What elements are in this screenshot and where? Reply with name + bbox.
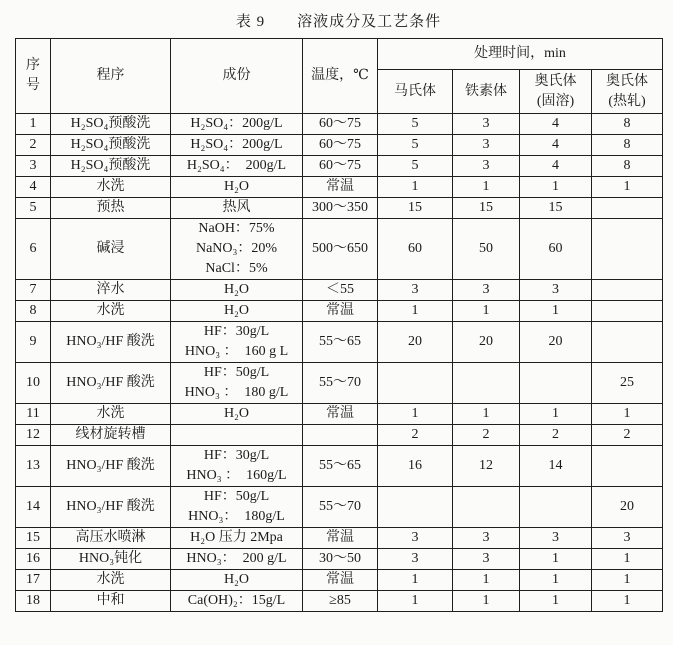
table-row	[16, 591, 663, 612]
cell-time-ferrite: 20	[453, 322, 520, 363]
cell-procedure: 水洗	[51, 301, 171, 322]
cell-time-austenite-solid-solution: 4	[520, 156, 592, 177]
cell-temperature: 60～75	[303, 156, 378, 177]
table-row	[16, 198, 663, 219]
cell-time-austenite-solid-solution: 60	[520, 219, 592, 280]
cell-serial-no: 5	[16, 198, 51, 219]
cell-time-austenite-solid-solution: 15	[520, 198, 592, 219]
cell-time-austenite-solid-solution	[520, 487, 592, 528]
cell-time-austenite-solid-solution: 4	[520, 114, 592, 135]
cell-composition: H₂SO₄： 200g/L	[171, 156, 303, 177]
cell-time-austenite-hot-rolled: 3	[592, 528, 663, 549]
cell-temperature: 55～70	[303, 487, 378, 528]
cell-serial-no: 18	[16, 591, 51, 612]
cell-serial-no: 11	[16, 404, 51, 425]
cell-procedure: 中和	[51, 591, 171, 612]
cell-time-martensite: 3	[378, 280, 453, 301]
cell-serial-no: 15	[16, 528, 51, 549]
cell-temperature: 55～65	[303, 446, 378, 487]
cell-temperature: 常温	[303, 177, 378, 198]
cell-procedure: HNO₃钝化	[51, 549, 171, 570]
cell-time-austenite-solid-solution: 4	[520, 135, 592, 156]
cell-time-austenite-solid-solution: 3	[520, 528, 592, 549]
cell-time-austenite-hot-rolled: 1	[592, 404, 663, 425]
cell-time-ferrite: 2	[453, 425, 520, 446]
cell-time-ferrite: 3	[453, 528, 520, 549]
cell-temperature: 60～75	[303, 135, 378, 156]
cell-time-ferrite: 3	[453, 280, 520, 301]
cell-time-martensite: 1	[378, 177, 453, 198]
cell-time-ferrite: 12	[453, 446, 520, 487]
cell-time-ferrite: 1	[453, 301, 520, 322]
cell-time-ferrite: 3	[453, 114, 520, 135]
cell-serial-no: 17	[16, 570, 51, 591]
col-header-procedure: 程序	[51, 39, 171, 114]
table-row	[16, 114, 663, 135]
solution-process-table	[15, 38, 663, 612]
cell-time-austenite-solid-solution: 14	[520, 446, 592, 487]
table-row	[16, 425, 663, 446]
cell-time-austenite-solid-solution: 1	[520, 404, 592, 425]
table-body	[16, 114, 663, 612]
cell-temperature: 30～50	[303, 549, 378, 570]
cell-composition: H₂O 压力 2Mpa	[171, 528, 303, 549]
cell-time-austenite-hot-rolled: 1	[592, 177, 663, 198]
cell-composition: H₂SO₄：200g/L	[171, 135, 303, 156]
cell-temperature: 常温	[303, 301, 378, 322]
table-row	[16, 487, 663, 528]
cell-time-martensite: 5	[378, 156, 453, 177]
cell-time-ferrite: 1	[453, 404, 520, 425]
cell-composition: HF：50g/L HNO₃： 180g/L	[171, 487, 303, 528]
cell-time-ferrite: 3	[453, 135, 520, 156]
cell-time-austenite-hot-rolled	[592, 280, 663, 301]
cell-time-austenite-hot-rolled	[592, 446, 663, 487]
cell-time-austenite-hot-rolled: 8	[592, 114, 663, 135]
cell-time-austenite-hot-rolled	[592, 322, 663, 363]
cell-time-austenite-hot-rolled: 20	[592, 487, 663, 528]
table-row	[16, 446, 663, 487]
table-row	[16, 528, 663, 549]
table-row	[16, 363, 663, 404]
cell-time-ferrite: 3	[453, 156, 520, 177]
cell-temperature: ≥85	[303, 591, 378, 612]
cell-procedure: 水洗	[51, 570, 171, 591]
cell-time-ferrite: 50	[453, 219, 520, 280]
col-header-temperature: 温度，℃	[303, 39, 378, 114]
cell-time-austenite-hot-rolled: 1	[592, 549, 663, 570]
cell-time-martensite	[378, 487, 453, 528]
cell-time-austenite-hot-rolled: 1	[592, 570, 663, 591]
cell-serial-no: 6	[16, 219, 51, 280]
cell-time-martensite: 16	[378, 446, 453, 487]
cell-temperature: 常温	[303, 570, 378, 591]
cell-composition: HF：50g/L HNO₃ ： 180 g/L	[171, 363, 303, 404]
cell-temperature: ＜55	[303, 280, 378, 301]
cell-procedure: HNO₃/HF 酸洗	[51, 446, 171, 487]
cell-time-austenite-solid-solution: 20	[520, 322, 592, 363]
cell-composition: H₂O	[171, 177, 303, 198]
cell-temperature: 300～350	[303, 198, 378, 219]
cell-composition: Ca(OH)₂：15g/L	[171, 591, 303, 612]
cell-composition: HF：30g/L HNO₃ ： 160g/L	[171, 446, 303, 487]
header-row-top	[16, 39, 663, 70]
cell-composition: NaOH：75% NaNO₃：20% NaCl：5%	[171, 219, 303, 280]
cell-procedure: 水洗	[51, 404, 171, 425]
cell-procedure: 水洗	[51, 177, 171, 198]
cell-composition: H₂O	[171, 280, 303, 301]
cell-time-martensite: 15	[378, 198, 453, 219]
col-header-ferrite: 铁素体	[453, 70, 520, 114]
cell-time-austenite-solid-solution: 1	[520, 177, 592, 198]
cell-temperature: 60～75	[303, 114, 378, 135]
cell-time-austenite-solid-solution: 2	[520, 425, 592, 446]
cell-time-ferrite: 1	[453, 591, 520, 612]
table-row	[16, 301, 663, 322]
cell-composition: 热风	[171, 198, 303, 219]
cell-serial-no: 12	[16, 425, 51, 446]
table-row	[16, 135, 663, 156]
cell-time-austenite-hot-rolled	[592, 198, 663, 219]
col-header-time-group: 处理时间，min	[378, 39, 663, 70]
cell-time-martensite: 5	[378, 114, 453, 135]
cell-composition: H₂O	[171, 404, 303, 425]
cell-time-austenite-hot-rolled: 8	[592, 156, 663, 177]
cell-temperature: 55～70	[303, 363, 378, 404]
cell-time-martensite: 1	[378, 591, 453, 612]
col-header-austenite-hot-rolled: 奥氏体 (热轧)	[592, 70, 663, 114]
cell-serial-no: 14	[16, 487, 51, 528]
cell-temperature: 常温	[303, 404, 378, 425]
table-header	[16, 39, 663, 114]
cell-procedure: 高压水喷淋	[51, 528, 171, 549]
cell-time-austenite-solid-solution: 3	[520, 280, 592, 301]
col-header-austenite-solid-solution: 奥氏体 (固溶)	[520, 70, 592, 114]
col-header-martensite: 马氏体	[378, 70, 453, 114]
cell-time-ferrite: 3	[453, 549, 520, 570]
table-row	[16, 280, 663, 301]
cell-time-martensite: 1	[378, 570, 453, 591]
table-row	[16, 219, 663, 280]
cell-time-austenite-hot-rolled: 2	[592, 425, 663, 446]
cell-time-martensite: 3	[378, 549, 453, 570]
cell-procedure: HNO₃/HF 酸洗	[51, 363, 171, 404]
cell-time-austenite-hot-rolled	[592, 219, 663, 280]
cell-composition: HF：30g/L HNO₃ ： 160 g L	[171, 322, 303, 363]
cell-serial-no: 10	[16, 363, 51, 404]
cell-composition	[171, 425, 303, 446]
table-row	[16, 404, 663, 425]
table-row	[16, 549, 663, 570]
cell-time-austenite-hot-rolled: 1	[592, 591, 663, 612]
cell-time-martensite: 20	[378, 322, 453, 363]
cell-serial-no: 2	[16, 135, 51, 156]
cell-serial-no: 13	[16, 446, 51, 487]
cell-procedure: 淬水	[51, 280, 171, 301]
cell-time-austenite-hot-rolled: 25	[592, 363, 663, 404]
cell-serial-no: 4	[16, 177, 51, 198]
table-row	[16, 322, 663, 363]
table-row	[16, 570, 663, 591]
cell-time-ferrite: 15	[453, 198, 520, 219]
page-title: 表 9 溶液成分及工艺条件	[235, 14, 442, 30]
cell-serial-no: 9	[16, 322, 51, 363]
cell-time-martensite: 3	[378, 528, 453, 549]
cell-time-martensite: 1	[378, 404, 453, 425]
cell-time-ferrite	[453, 487, 520, 528]
cell-procedure: HNO₃/HF 酸洗	[51, 487, 171, 528]
cell-procedure: 碱浸	[51, 219, 171, 280]
cell-time-austenite-hot-rolled	[592, 301, 663, 322]
cell-time-austenite-solid-solution	[520, 363, 592, 404]
cell-temperature	[303, 425, 378, 446]
cell-serial-no: 16	[16, 549, 51, 570]
cell-time-austenite-solid-solution: 1	[520, 591, 592, 612]
cell-temperature: 常温	[303, 528, 378, 549]
cell-procedure: 线材旋转槽	[51, 425, 171, 446]
cell-time-ferrite: 1	[453, 570, 520, 591]
cell-serial-no: 1	[16, 114, 51, 135]
cell-procedure: HNO₃/HF 酸洗	[51, 322, 171, 363]
cell-temperature: 500～650	[303, 219, 378, 280]
cell-time-ferrite	[453, 363, 520, 404]
col-header-serial-no: 序 号	[16, 39, 51, 114]
cell-time-martensite: 60	[378, 219, 453, 280]
table-row	[16, 177, 663, 198]
cell-procedure: H₂SO₄预酸洗	[51, 114, 171, 135]
cell-time-martensite: 1	[378, 301, 453, 322]
cell-composition: H₂O	[171, 301, 303, 322]
cell-time-austenite-solid-solution: 1	[520, 549, 592, 570]
cell-serial-no: 3	[16, 156, 51, 177]
cell-time-austenite-solid-solution: 1	[520, 301, 592, 322]
cell-composition: H₂SO₄：200g/L	[171, 114, 303, 135]
cell-time-austenite-hot-rolled: 8	[592, 135, 663, 156]
cell-time-austenite-solid-solution: 1	[520, 570, 592, 591]
cell-serial-no: 8	[16, 301, 51, 322]
cell-procedure: H₂SO₄预酸洗	[51, 135, 171, 156]
cell-procedure: H₂SO₄预酸洗	[51, 156, 171, 177]
cell-composition: HNO₃： 200 g/L	[171, 549, 303, 570]
cell-time-martensite: 5	[378, 135, 453, 156]
cell-composition: H₂O	[171, 570, 303, 591]
cell-procedure: 预热	[51, 198, 171, 219]
cell-temperature: 55～65	[303, 322, 378, 363]
cell-time-martensite	[378, 363, 453, 404]
cell-time-ferrite: 1	[453, 177, 520, 198]
table-row	[16, 156, 663, 177]
col-header-composition: 成份	[171, 39, 303, 114]
cell-serial-no: 7	[16, 280, 51, 301]
cell-time-martensite: 2	[378, 425, 453, 446]
